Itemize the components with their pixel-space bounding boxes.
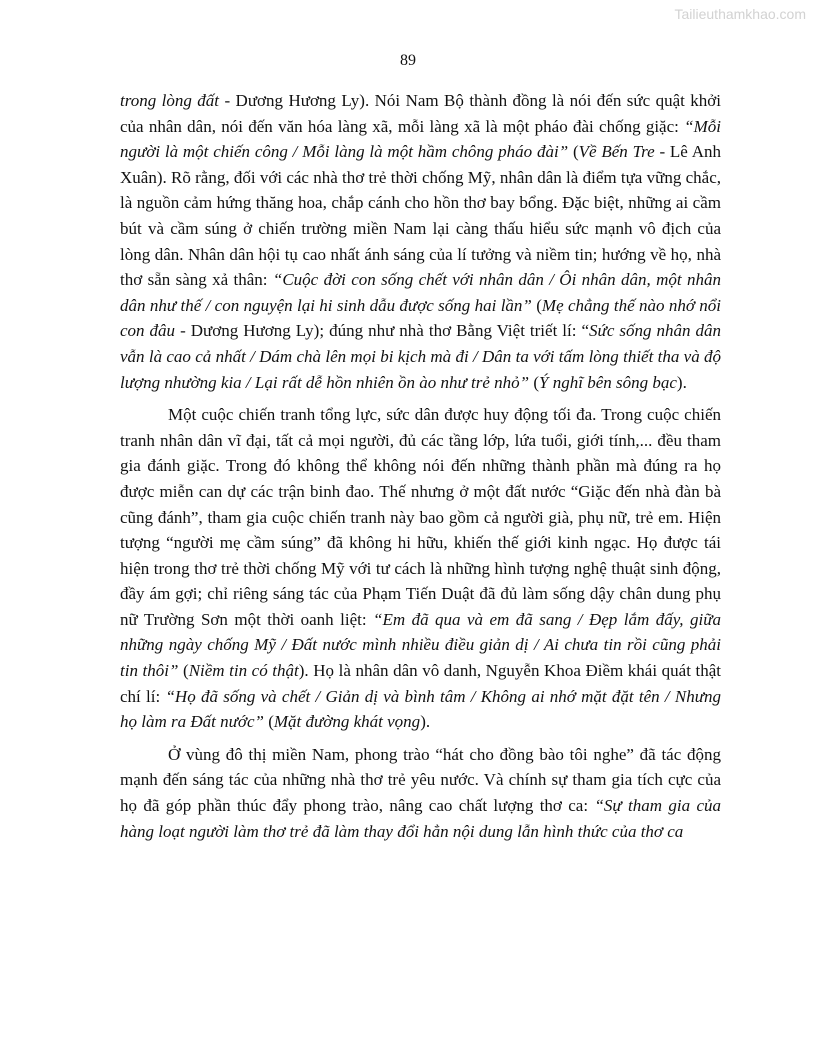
italic-text-run: Mẹ chẳng thế nào nhớ nổi con đâu (120, 295, 721, 341)
italic-text-run: Sức sống nhân dân vẫn là cao cả nhất / Dám chà lên mọi bi kịch mà đi / Dân ta với tấm lòng thiết tha và độ lượng nhường kia / Lại rất dễ hồn nhiên ồn ào như trẻ nhỏ” (120, 321, 722, 392)
italic-text-run: “Cuộc đời con sống chết với nhân dân / Ôi nhân dân, một nhân dân như thế / con nguyện lại hi sinh dẫu được sống hai lần” (120, 270, 721, 315)
italic-text-run: trong lòng đất (120, 91, 220, 110)
italic-text-run: Về Bến Tre (578, 142, 655, 162)
text-run: ( (529, 372, 540, 392)
text-run: ). (676, 372, 687, 392)
italic-text-run: “Họ đã sống và chết / Giản dị và bình tâm / Không ai nhớ mặt đặt tên / Nhưng họ làm ra Đất nước” (120, 686, 721, 732)
paragraph-p2 (120, 402, 721, 735)
text-run: ( (263, 712, 274, 732)
text-run: ( (568, 142, 579, 162)
italic-text-run: “Mỗi người là một chiến công / Mỗi làng là một hầm chông pháo đài” (120, 116, 721, 162)
text-run: ( (531, 295, 542, 315)
italic-text-run: “Sự tham gia của hàng loạt người làm thơ trẻ đã làm thay đổi hẳn nội dung lẫn hình thức của thơ ca (120, 796, 721, 841)
text-run: Một cuộc chiến tranh tổng lực, sức dân được huy động tối đa. Trong cuộc chiến tranh nhân dân vĩ đại, tất cả mọi người, đủ các tầng lớp, lứa tuổi, giới tính,... đều tham gia đánh giặc. Trong đó không thể không nói đến những thành phần mà đúng ra họ được miễn can dự các trận binh đao. Thế nhưng ở một đất nước “Giặc đến nhà đàn bà cũng đánh”, tham gia cuộc chiến tranh này bao gồm cả người già, phụ nữ, trẻ em. Hiện tượng “người mẹ cầm súng” đã không hi hữu, khiến thế giới kinh ngạc. Họ được tái hiện trong thơ trẻ thời chống Mỹ với tư cách là những hình tượng nghệ thuật sinh động, đầy ám gợi; chỉ riêng sáng tác của Phạm Tiến Duật đã đủ làm sống dậy chân dung phụ nữ Trường Sơn một thời oanh liệt: (120, 405, 721, 629)
text-run: ). (420, 712, 431, 732)
paragraph-p3 (120, 742, 721, 844)
italic-text-run: Ý nghĩ bên sông bạc (539, 372, 677, 392)
text-run: ). Họ là nhân dân vô danh, Nguyễn Khoa Điềm khái quát thật chí lí: (120, 661, 721, 706)
text-run: - Lê Anh Xuân). Rõ rằng, đối với các nhà thơ trẻ thời chống Mỹ, nhân dân là điểm tựa vững chắc, là nguồn cảm hứng thăng hoa, chắp cánh cho hồn thơ bay bổng. Đặc biệt, những ai cầm bút và cầm súng ở chiến trường miền Nam lại càng thấu hiểu sức mạnh vô địch của lòng dân. Nhân dân hội tụ cao nhất ánh sáng của lí tưởng và niềm tin; hướng về họ, nhà thơ sẵn sàng xả thân: (120, 142, 721, 290)
page-number: 89 (400, 52, 416, 69)
italic-text-run: Niềm tin có thật (188, 661, 299, 681)
text-run: - Dương Hương Ly); đúng như nhà thơ Bằng Việt triết lí: “ (175, 321, 590, 341)
text-run: Ở vùng đô thị miền Nam, phong trào “hát cho đồng bào tôi nghe” đã tác động mạnh đến sáng tác của những nhà thơ trẻ yêu nước. Và chính sự tham gia tích cực của họ đã góp phần thúc đẩy phong trào, nâng cao chất lượng thơ ca: (120, 744, 721, 816)
text-run: - Dương Hương Ly). Nói Nam Bộ thành đồng là nói đến sức quật khởi của nhân dân, nói đến văn hóa làng xã, mỗi làng xã là một pháo đài chống giặc: (120, 91, 721, 136)
italic-text-run: Mặt đường khát vọng (273, 712, 421, 732)
body-text (120, 88, 721, 851)
italic-text-run: “Em đã qua và em đã sang / Đẹp lắm đấy, giữa những ngày chống Mỹ / Đất nước mình nhiều điều giản dị / Ai chưa tin rồi cũng phải tin thôi” (120, 609, 721, 681)
watermark: Tailieuthamkhao.com (674, 6, 806, 22)
text-run: ( (178, 661, 189, 681)
paragraph-p1 (120, 88, 721, 395)
